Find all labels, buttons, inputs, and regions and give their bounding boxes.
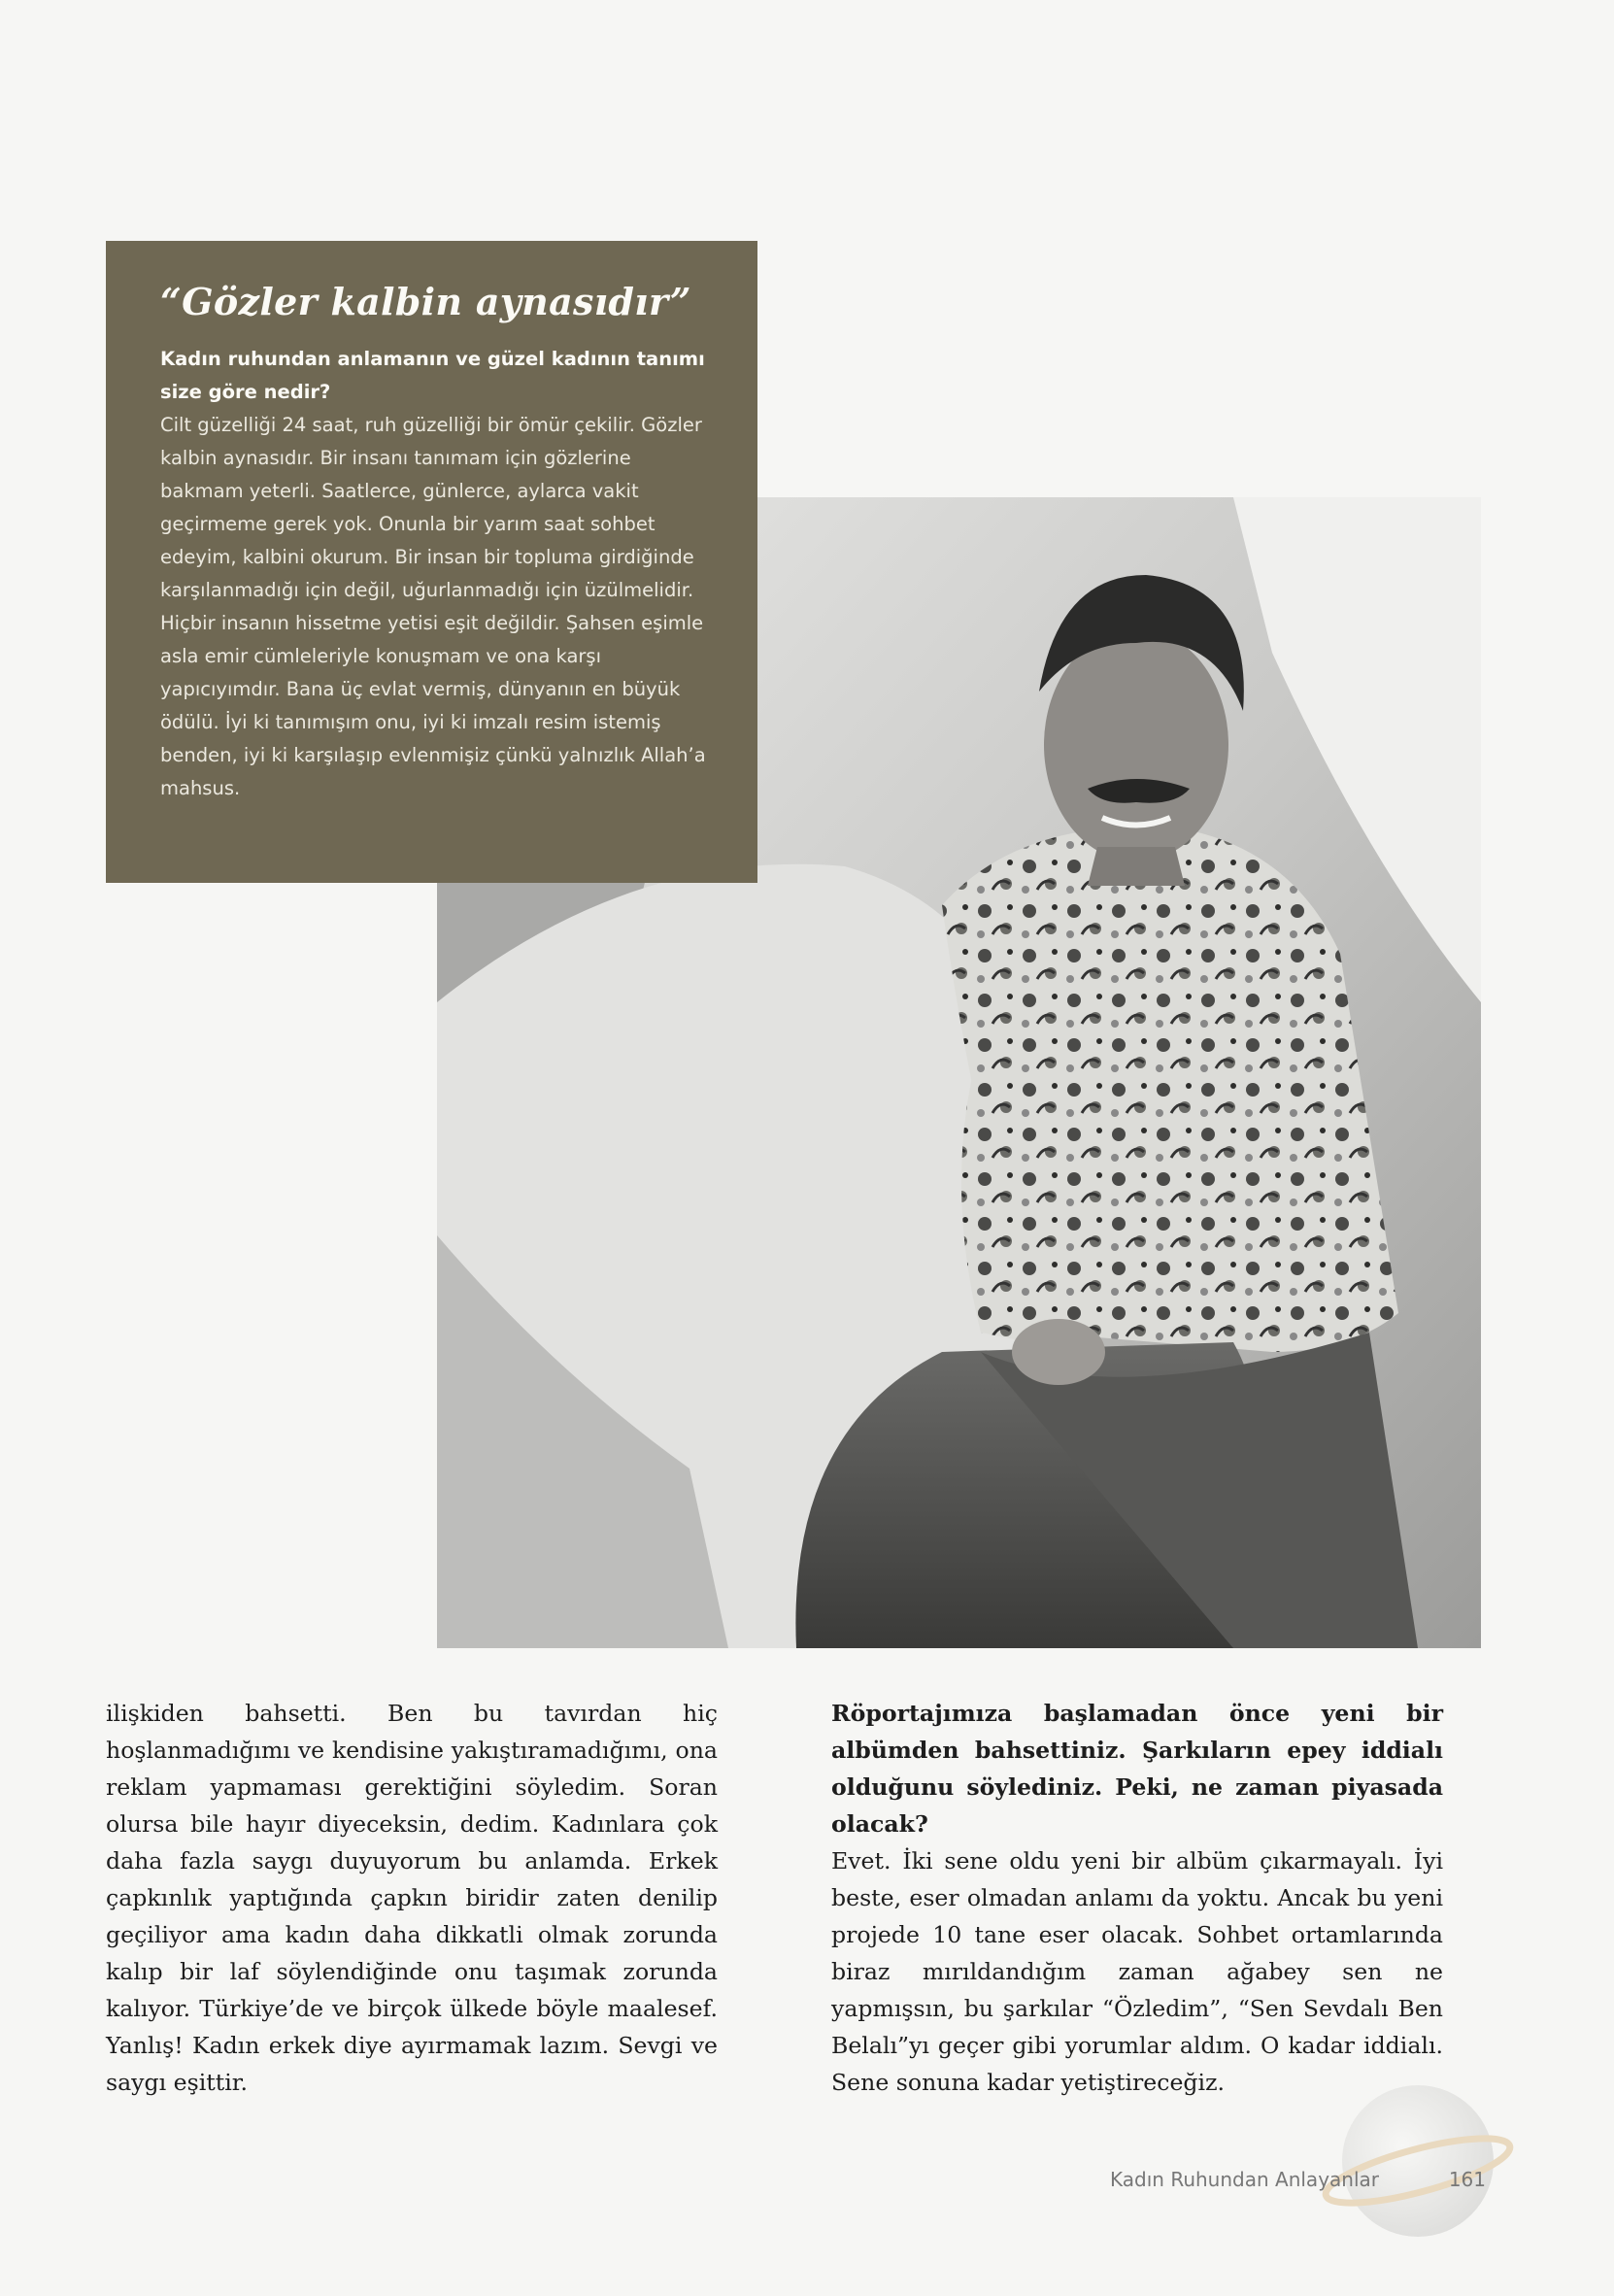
planet-decoration-icon [1321, 2069, 1515, 2253]
sidebar-question: Kadın ruhundan anlamanın ve güzel kadının tanımı size göre nedir? [160, 348, 705, 403]
article-column-right [831, 1695, 1443, 2101]
article-column-left [106, 1695, 718, 2101]
sidebar-answer: Cilt güzelliği 24 saat, ruh güzelliği bir ömür çekilir. Gözler kalbin aynasıdır. Bir insanı tanımam için gözlerine bakmam yeterli. Saatlerce, günlerce, aylarca vakit geçirmeme gerek yok. Onunla bir yarım saat sohbet edeyim, kalbini okurum. Bir insan bir topluma girdiğinde karşılanmadığı için değil, uğurlanmadığı için üzülmelidir. Hiçbir insanın hissetme yetisi eşit değildir. Şahsen eşimle asla emir cümleleriyle konuşmam ve ona karşı yapıcıyımdır. Bana üç evlat vermiş, dünyanın en büyük ödülü. İyi ki tanımışım onu, iyi ki imzalı resim istemiş benden, iyi ki karşılaşıp evlenmişiz çünkü yalnızlık Allah’a mahsus. [160, 414, 706, 799]
page-number: 161 [1448, 2168, 1486, 2191]
article-paragraph: ilişkiden bahsetti. Ben bu tavırdan hiç hoşlanmadığımı ve kendisine yakıştıramadığımı, ona reklam yapmaması gerektiğini söyledim. Soran olursa bile hayır diyeceksin, dedim. Kadınlara çok daha fazla saygı duyuyorum bu anlamda. Erkek çapkınlık yaptığında çapkın biridir zaten denilip geçiliyor ama kadın daha dikkatli olmak zorunda kalıp bir laf söylendiğinde onu taşımak zorunda kalıyor. Türkiye’de ve birçok ülkede böyle maalesef. Yanlış! Kadın erkek diye ayırmamak lazım. Sevgi ve saygı eşittir. [106, 1700, 718, 2096]
interview-answer: Evet. İki sene oldu yeni bir albüm çıkarmayalı. İyi beste, eser olmadan anlamı da yoktu. Ancak bu yeni projede 10 tane eser olacak. Sohbet ortamlarında biraz mırıldandığım zaman ağabey sen ne yapmışsın, bu şarkılar “Özledim”, “Sen Sevdalı Ben Belalı”yı geçer gibi yorumlar aldım. O kadar iddialı. Sene sonuna kadar yetiştireceğiz. [831, 1847, 1443, 2096]
interview-question: Röportajımıza başlamadan önce yeni bir albümden bahsettiniz. Şarkıların epey iddialı olduğunu söylediniz. Peki, ne zaman piyasada olacak? [831, 1700, 1443, 1838]
sidebar-title: “Gözler kalbin aynasıdır” [160, 280, 691, 323]
sidebar-box [106, 241, 757, 883]
footer-section-title: Kadın Ruhundan Anlayanlar [1110, 2168, 1379, 2191]
